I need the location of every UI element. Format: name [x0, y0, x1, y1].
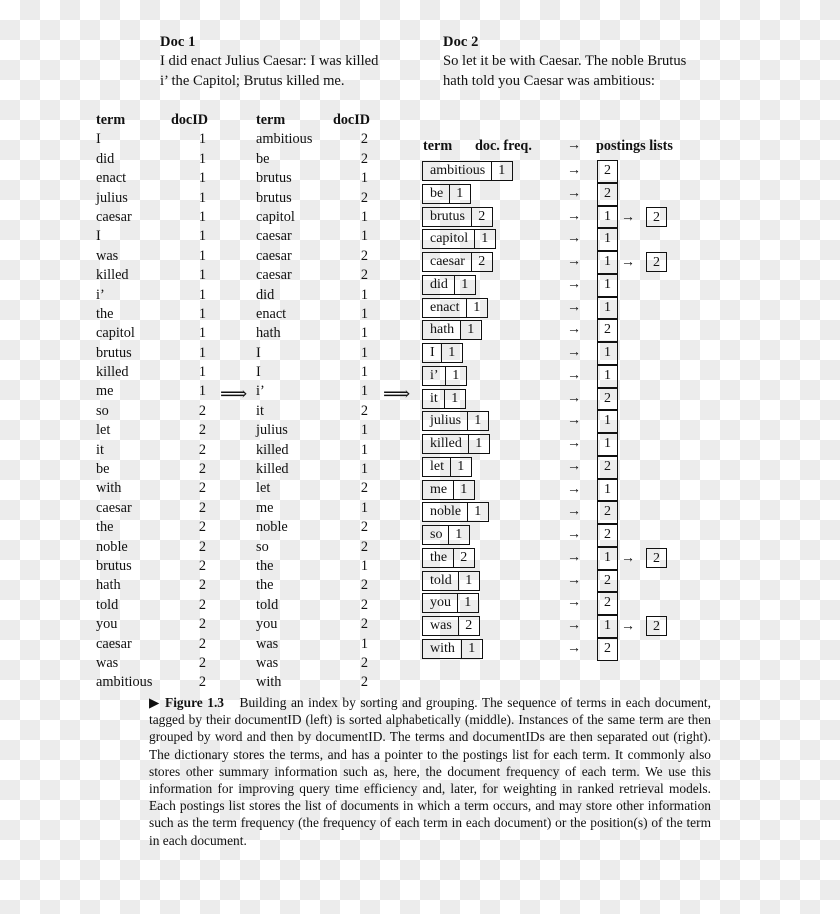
caption-label: Figure 1.3	[165, 695, 224, 710]
dictionary-term-box: it	[422, 389, 445, 409]
table-row	[96, 442, 206, 461]
docid-cell: 1	[360, 383, 368, 400]
docid-cell: 2	[198, 538, 206, 555]
docid-cell: 2	[198, 480, 206, 497]
postings-entry-box: 1	[597, 206, 618, 229]
dictionary-term-box: enact	[422, 298, 467, 318]
term-cell: ambitious	[96, 674, 153, 691]
dictionary-term-box: brutus	[422, 207, 472, 227]
postings-entry-box: 2	[597, 592, 618, 615]
dictionary-term-box: killed	[422, 434, 469, 454]
postings-entry-box: 2	[597, 638, 618, 661]
caption-marker-icon: ▶	[149, 695, 161, 710]
dictionary-to-postings-arrow-icon: →	[567, 481, 581, 497]
docid-cell: 1	[198, 189, 206, 206]
dictionary-to-postings-arrow-icon: →	[567, 527, 581, 542]
dictionary-term-box: noble	[422, 502, 468, 522]
dictionary-doc-freq-box: 1	[453, 480, 475, 500]
table-row	[256, 422, 368, 441]
dictionary-doc-freq-box: 1	[457, 593, 479, 613]
table-row	[96, 519, 206, 538]
docid-cell: 1	[360, 305, 368, 322]
postings-entry-box: 1	[597, 479, 618, 502]
group-stage-arrow-icon: ⟹	[383, 384, 411, 405]
column-header-docid: docID	[170, 112, 208, 128]
term-cell: I	[96, 228, 101, 245]
dictionary-doc-freq-box: 1	[449, 184, 471, 204]
postings-link-arrow-icon: →	[621, 550, 635, 566]
table-row	[256, 345, 368, 364]
docid-cell: 1	[198, 364, 206, 381]
dictionary-to-postings-arrow-icon: →	[567, 208, 581, 224]
docid-cell: 1	[360, 228, 368, 245]
term-cell: it	[96, 441, 104, 458]
docid-cell: 1	[198, 286, 206, 303]
docid-cell: 1	[198, 131, 206, 148]
dictionary-doc-freq-box: 1	[444, 389, 466, 409]
table-row	[256, 636, 368, 655]
term-cell: was	[96, 654, 119, 671]
table-row	[96, 248, 206, 267]
docid-cell: 2	[198, 596, 206, 613]
postings-entry-box: 2	[646, 548, 667, 568]
dictionary-doc-freq-box: 1	[467, 502, 489, 522]
table-row	[96, 674, 206, 693]
term-cell: brutus	[96, 557, 132, 574]
table-row	[256, 383, 368, 402]
docid-cell: 2	[198, 674, 206, 691]
table-row	[96, 422, 206, 441]
term-cell: brutus	[256, 189, 292, 206]
term-cell: killed	[96, 364, 129, 381]
table-row	[96, 131, 206, 150]
column-header-term: term	[256, 112, 286, 128]
term-cell: let	[256, 480, 271, 497]
postings-entry-box: 1	[597, 251, 618, 274]
dictionary-term-box: you	[422, 593, 458, 613]
docid-cell: 2	[198, 441, 206, 458]
docid-cell: 2	[360, 616, 368, 633]
table-row	[96, 345, 206, 364]
term-cell: caesar	[256, 247, 292, 264]
dictionary-doc-freq-box: 1	[466, 298, 488, 318]
postings-entry-box: 2	[646, 616, 667, 636]
docid-cell: 1	[198, 267, 206, 284]
docid-cell: 1	[198, 383, 206, 400]
table-row	[96, 228, 206, 247]
docid-cell: 1	[198, 208, 206, 225]
dictionary-to-postings-arrow-icon: →	[567, 436, 581, 451]
dictionary-term-box: the	[422, 548, 454, 568]
term-cell: brutus	[96, 344, 132, 361]
dictionary-term-box: let	[422, 457, 451, 477]
term-cell: killed	[96, 267, 129, 284]
postings-link-arrow-icon: →	[621, 209, 635, 225]
column-header-docid: docID	[332, 112, 370, 128]
dictionary-to-postings-arrow-icon: →	[567, 572, 581, 588]
term-cell: hath	[96, 577, 121, 594]
docid-cell: 1	[198, 150, 206, 167]
postings-entry-box: 2	[597, 319, 618, 342]
docid-cell: 1	[198, 247, 206, 264]
docid-cell: 2	[198, 519, 206, 536]
table-row	[256, 228, 368, 247]
docid-cell: 1	[198, 344, 206, 361]
term-cell: be	[256, 150, 270, 167]
term-cell: be	[96, 461, 110, 478]
docid-cell: 2	[198, 616, 206, 633]
dictionary-term-box: did	[422, 275, 455, 295]
term-cell: the	[256, 557, 274, 574]
dictionary-doc-freq-box: 1	[474, 229, 496, 249]
table-row	[96, 558, 206, 577]
table-row	[256, 403, 368, 422]
table-row	[256, 480, 368, 499]
postings-entry-box: 2	[597, 388, 618, 411]
column-header-postings-lists: postings lists	[596, 138, 673, 154]
document-title: Doc 1	[160, 34, 196, 50]
dictionary-to-postings-arrow-icon: →	[567, 367, 581, 383]
term-cell: so	[96, 402, 109, 419]
table-row	[96, 267, 206, 286]
dictionary-to-postings-arrow-icon: →	[567, 618, 581, 633]
dictionary-term-box: told	[422, 571, 459, 591]
postings-entry-box: 1	[597, 547, 618, 570]
term-cell: ambitious	[256, 131, 313, 148]
table-row	[256, 655, 368, 674]
dictionary-to-postings-arrow-icon: →	[567, 231, 581, 247]
dictionary-doc-freq-box: 1	[467, 411, 489, 431]
docid-cell: 2	[360, 131, 368, 148]
term-cell: capitol	[96, 325, 135, 342]
term-cell: enact	[96, 170, 127, 187]
dictionary-to-postings-arrow-icon: →	[567, 549, 581, 565]
table-row	[256, 209, 368, 228]
dictionary-doc-freq-box: 2	[453, 548, 475, 568]
document-text-line: i’ the Capitol; Brutus killed me.	[160, 72, 345, 89]
term-cell: capitol	[256, 208, 295, 225]
dictionary-to-postings-arrow-icon: →	[567, 163, 581, 178]
column-header-term: term	[96, 112, 126, 128]
docid-cell: 2	[198, 402, 206, 419]
term-cell: me	[256, 499, 274, 516]
term-cell: caesar	[256, 267, 292, 284]
dictionary-to-postings-arrow-icon: →	[567, 299, 581, 315]
term-cell: caesar	[96, 208, 132, 225]
term-cell: caesar	[96, 499, 132, 516]
table-row	[256, 558, 368, 577]
postings-entry-box: 2	[597, 183, 618, 206]
dictionary-doc-freq-box: 1	[460, 320, 482, 340]
table-row	[256, 131, 368, 150]
docid-cell: 1	[360, 635, 368, 652]
docid-cell: 1	[360, 441, 368, 458]
docid-cell: 2	[360, 150, 368, 167]
table-row	[256, 190, 368, 209]
table-row	[256, 267, 368, 286]
caption-body: Building an index by sorting and grouping. The sequence of terms in each document, tagged by their documentID (left) is sorted alphabetically (middle). Instances of the same term are then grouped by word and then by documentID. The terms and documentIDs are then separated out (right). The dictionary stores the terms, and has a pointer to the postings list for each term. It commonly also stores other summary information such as, here, the document frequency of each term. We use this information for improving query time efficiency and, later, for weighting in ranked retrieval models. Each postings list stores the list of documents in which a term occurs, and may store other information such as the term frequency (the frequency of each term in each document) or the position(s) of the term in each document.	[149, 695, 711, 848]
dictionary-doc-freq-box: 2	[471, 252, 493, 272]
table-row	[256, 170, 368, 189]
table-row	[96, 577, 206, 596]
docid-cell: 2	[360, 674, 368, 691]
document-doc-2	[443, 33, 728, 91]
term-cell: hath	[256, 325, 281, 342]
dictionary-doc-freq-box: 1	[441, 343, 463, 363]
dictionary-term-box: hath	[422, 320, 461, 340]
term-cell: it	[256, 402, 264, 419]
table-row	[256, 306, 368, 325]
table-header-row	[256, 112, 368, 131]
docid-cell: 2	[360, 480, 368, 497]
term-cell: was	[96, 247, 119, 264]
docid-cell: 2	[360, 519, 368, 536]
dictionary-to-postings-arrow-icon: →	[567, 640, 581, 656]
postings-entry-box: 1	[597, 274, 618, 297]
docid-cell: 1	[360, 286, 368, 303]
column-header-term: term	[423, 138, 453, 154]
dictionary-doc-freq-box: 1	[448, 525, 470, 545]
dictionary-term-box: me	[422, 480, 454, 500]
docid-cell: 2	[198, 635, 206, 652]
table-row	[96, 616, 206, 635]
table-row	[256, 248, 368, 267]
docid-cell: 2	[198, 577, 206, 594]
table-row	[256, 519, 368, 538]
docid-cell: 2	[198, 654, 206, 671]
table-row	[96, 306, 206, 325]
term-cell: noble	[256, 519, 288, 536]
postings-entry-box: 1	[597, 433, 618, 456]
docid-cell: 1	[360, 208, 368, 225]
term-cell: noble	[96, 538, 128, 555]
docid-cell: 1	[198, 305, 206, 322]
term-cell: did	[256, 286, 275, 303]
dictionary-term-box: julius	[422, 411, 468, 431]
dictionary-term-box: caesar	[422, 252, 472, 272]
docid-cell: 2	[198, 499, 206, 516]
docid-cell: 2	[360, 654, 368, 671]
docid-cell: 2	[360, 402, 368, 419]
table-row	[256, 539, 368, 558]
table-row	[96, 364, 206, 383]
table-row	[256, 461, 368, 480]
term-cell: so	[256, 538, 269, 555]
postings-entry-box: 2	[646, 252, 667, 272]
dictionary-doc-freq-box: 2	[458, 616, 480, 636]
dictionary-to-postings-arrow-icon: →	[567, 254, 581, 269]
dictionary-doc-freq-box: 1	[450, 457, 472, 477]
term-cell: the	[96, 305, 114, 322]
term-cell: brutus	[256, 170, 292, 187]
dictionary-to-postings-arrow-icon: →	[567, 345, 581, 360]
docid-cell: 2	[198, 422, 206, 439]
term-cell: I	[96, 131, 101, 148]
dictionary-doc-freq-box: 2	[471, 207, 493, 227]
document-text-line: hath told you Caesar was ambitious:	[443, 72, 655, 89]
term-cell: was	[256, 635, 279, 652]
term-cell: told	[96, 596, 119, 613]
dictionary-to-postings-arrow-icon: →	[567, 390, 581, 406]
table-row	[96, 403, 206, 422]
docid-cell: 2	[360, 538, 368, 555]
dictionary-doc-freq-box: 1	[491, 161, 513, 181]
sorted-term-table	[256, 112, 368, 694]
docid-cell: 1	[198, 170, 206, 187]
docid-cell: 1	[360, 422, 368, 439]
dictionary-doc-freq-box: 1	[445, 366, 467, 386]
table-row	[256, 364, 368, 383]
dictionary-term-box: capitol	[422, 229, 475, 249]
table-row	[96, 655, 206, 674]
dictionary-doc-freq-box: 1	[454, 275, 476, 295]
dictionary-term-box: was	[422, 616, 459, 636]
docid-cell: 1	[360, 325, 368, 342]
unsorted-term-table	[96, 112, 206, 694]
term-cell: caesar	[256, 228, 292, 245]
dictionary-term-box: be	[422, 184, 450, 204]
dictionary-doc-freq-box: 1	[461, 639, 483, 659]
postings-entry-box: 2	[597, 501, 618, 524]
docid-cell: 2	[360, 577, 368, 594]
postings-link-arrow-icon: →	[621, 255, 635, 270]
table-row	[96, 597, 206, 616]
dictionary-term-box: ambitious	[422, 161, 492, 181]
term-cell: the	[256, 577, 274, 594]
dictionary-to-postings-arrow-icon: →	[567, 504, 581, 520]
docid-cell: 1	[198, 228, 206, 245]
docid-cell: 1	[360, 499, 368, 516]
term-cell: me	[96, 383, 114, 400]
term-cell: you	[256, 616, 278, 633]
docid-cell: 2	[360, 267, 368, 284]
docid-cell: 2	[198, 461, 206, 478]
document-text-line: I did enact Julius Caesar: I was killed	[160, 53, 379, 69]
term-cell: told	[256, 596, 279, 613]
docid-cell: 2	[360, 596, 368, 613]
term-cell: with	[256, 674, 282, 691]
table-row	[96, 170, 206, 189]
postings-link-arrow-icon: →	[621, 619, 635, 634]
docid-cell: 1	[198, 325, 206, 342]
term-cell: let	[96, 422, 111, 439]
docid-cell: 1	[360, 461, 368, 478]
table-row	[256, 287, 368, 306]
table-row	[256, 674, 368, 693]
dictionary-term-box: with	[422, 639, 462, 659]
postings-entry-box: 1	[597, 342, 618, 365]
term-cell: killed	[256, 461, 289, 478]
column-header-doc-freq: doc. freq.	[475, 138, 532, 154]
header-arrow-icon: →	[567, 138, 581, 153]
document-title: Doc 2	[443, 34, 479, 50]
table-row	[96, 480, 206, 499]
postings-entry-box: 1	[597, 410, 618, 433]
dictionary-to-postings-arrow-icon: →	[567, 185, 581, 201]
term-cell: you	[96, 616, 118, 633]
document-doc-1	[160, 33, 445, 91]
term-cell: the	[96, 519, 114, 536]
postings-entry-box: 1	[597, 365, 618, 388]
postings-entry-box: 1	[597, 615, 618, 638]
dictionary-to-postings-arrow-icon: →	[567, 595, 581, 611]
table-row	[256, 151, 368, 170]
table-row	[96, 636, 206, 655]
dictionary-doc-freq-box: 1	[468, 434, 490, 454]
dictionary-term-box: I	[422, 343, 442, 363]
dictionary-to-postings-arrow-icon: →	[567, 413, 581, 429]
term-cell: i’	[96, 286, 105, 303]
term-cell: julius	[96, 189, 128, 206]
dictionary-term-box: so	[422, 525, 449, 545]
dictionary-to-postings-arrow-icon: →	[567, 276, 581, 292]
table-row	[256, 500, 368, 519]
table-header-row	[96, 112, 206, 131]
term-cell: did	[96, 150, 115, 167]
docid-cell: 2	[360, 189, 368, 206]
table-row	[96, 209, 206, 228]
term-cell: julius	[256, 422, 288, 439]
sort-stage-arrow-icon: ⟹	[220, 384, 248, 405]
term-cell: with	[96, 480, 122, 497]
dictionary-to-postings-arrow-icon: →	[567, 322, 581, 338]
term-cell: was	[256, 654, 279, 671]
term-cell: enact	[256, 305, 287, 322]
table-row	[96, 190, 206, 209]
table-row	[96, 383, 206, 402]
table-row	[256, 325, 368, 344]
postings-entry-box: 2	[597, 160, 618, 183]
term-cell: I	[256, 344, 261, 361]
postings-entry-box: 2	[597, 456, 618, 479]
table-row	[96, 151, 206, 170]
dictionary-term-box: i’	[422, 366, 446, 386]
postings-entry-box: 2	[646, 207, 667, 227]
table-row	[96, 500, 206, 519]
docid-cell: 2	[360, 247, 368, 264]
term-cell: caesar	[96, 635, 132, 652]
docid-cell: 1	[360, 557, 368, 574]
figure-caption	[149, 694, 711, 849]
docid-cell: 1	[360, 170, 368, 187]
docid-cell: 2	[198, 557, 206, 574]
table-row	[256, 616, 368, 635]
table-row	[96, 461, 206, 480]
table-row	[256, 442, 368, 461]
postings-entry-box: 2	[597, 524, 618, 547]
table-row	[256, 577, 368, 596]
docid-cell: 1	[360, 364, 368, 381]
table-row	[96, 539, 206, 558]
term-cell: I	[256, 364, 261, 381]
dictionary-doc-freq-box: 1	[458, 571, 480, 591]
document-text-line: So let it be with Caesar. The noble Brutus	[443, 53, 687, 69]
postings-entry-box: 1	[597, 228, 618, 251]
dictionary-to-postings-arrow-icon: →	[567, 458, 581, 474]
table-row	[256, 597, 368, 616]
postings-entry-box: 2	[597, 570, 618, 593]
table-row	[96, 325, 206, 344]
docid-cell: 1	[360, 344, 368, 361]
term-cell: i’	[256, 383, 265, 400]
postings-entry-box: 1	[597, 297, 618, 320]
term-cell: killed	[256, 441, 289, 458]
table-row	[96, 287, 206, 306]
